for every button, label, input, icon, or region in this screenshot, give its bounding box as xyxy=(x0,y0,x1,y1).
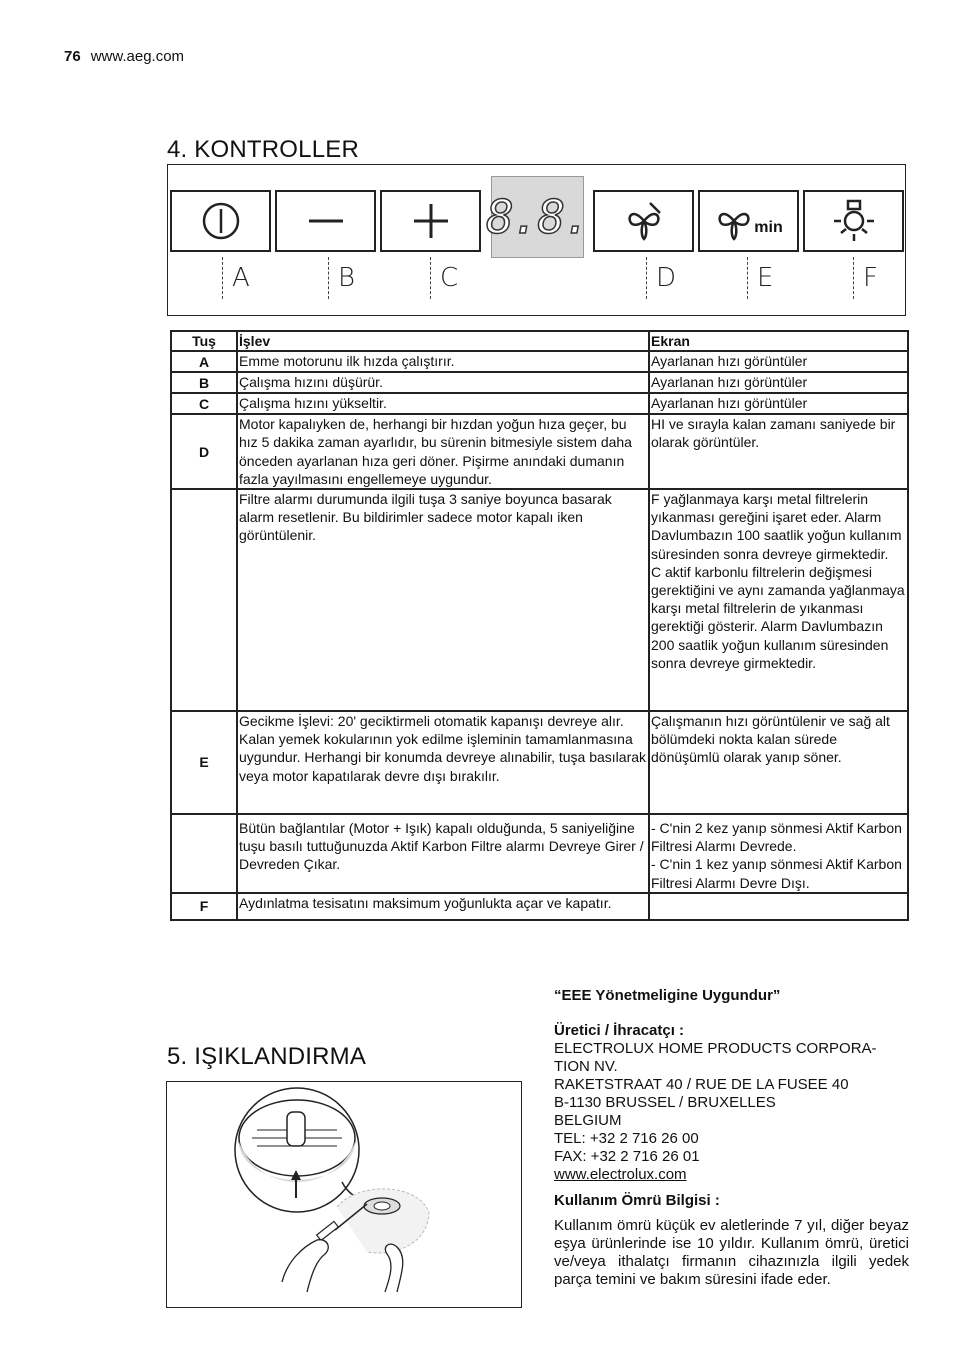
fan-boost-icon xyxy=(620,199,668,243)
power-button xyxy=(170,190,271,252)
table-row: A Emme motorunu ilk hızda çalıştırır. Ayarlanan hızı görüntüler xyxy=(171,351,908,372)
lifetime-text: Kullanım ömrü küçük ev aletlerinde 7 yıl, diğer beyaz eşya ürünlerinde ise 10 yıldır. Kullanım ömrü, üretici ve/veya ithalatçı firmanın cihazınızla ilgili yedek parça temini ve bakım süresini ifade eder. xyxy=(554,1217,909,1288)
col-header-function: İşlev xyxy=(237,331,649,351)
boost-fan-button xyxy=(593,190,694,252)
table-row: F Aydınlatma tesisatını maksimum yoğunlukta açar ve kapatır. xyxy=(171,893,908,920)
producer-title: Üretici / İhracatçı : xyxy=(554,1022,685,1039)
page-number: 76 xyxy=(64,48,81,65)
section-5-title: 5. IŞIKLANDIRMA xyxy=(167,1043,367,1070)
site-url: www.aeg.com xyxy=(90,48,185,65)
minus-button xyxy=(275,190,376,252)
power-icon xyxy=(201,201,241,241)
table-row: B Çalışma hızını düşürür. Ayarlanan hızı görüntüler xyxy=(171,372,908,393)
col-header-screen: Ekran xyxy=(649,331,908,351)
table-header-row xyxy=(171,331,908,351)
lighting-illustration xyxy=(166,1081,522,1308)
lamp-replacement-drawing xyxy=(167,1082,521,1307)
table-row: E Gecikme İşlevi: 20' geciktirmeli otomatik kapanışı devreye alır. Kalan yemek kokularının yok edilme işleminin tamamlanmasına uygundur. Herhangi bir konumda devreye alınabilir, tuşa basılarak veya motor kapatılarak devre dışı bırakılır. Çalışmanın hızı görüntülenir ve sağ alt bölümdeki nokta kalan sürede dönüşümlü olarak yanıp söner. xyxy=(171,711,908,814)
producer-address: ELECTROLUX HOME PRODUCTS CORPORA- TION NV. RAKETSTRAAT 40 / RUE DE LA FUSEE 40 B-1130 BRUSSEL / BRUXELLES BELGIUM TEL: +32 2 716 26 00 FAX: +32 2 716 26 01 www.electrolux.com xyxy=(554,1040,877,1183)
electrolux-link[interactable]: www.electrolux.com xyxy=(554,1166,687,1183)
plus-button xyxy=(380,190,481,252)
page-header xyxy=(64,48,184,65)
table-row: Filtre alarmı durumunda ilgili tuşa 3 saniye boyunca basarak alarm resetlenir. Bu bildirimler sadece motor kapalı iken görüntülenir. F yağlanmaya karşı metal filtrelerin yıkanması gereğini işaret eder. Alarm Davlumbazın 100 saatlik yoğun kullanım süresinden sonra devreye girmektedir. C aktif karbonlu filtrelerin değişmesi gerektiğini ve aynı zamanda yağlanmaya karşı metal filtrelerin de yıkanması gerektiği gösterir. Alarm Davlumbazın 200 saatlik yoğun kullanım süresinden sonra devreye girmektedir. xyxy=(171,489,908,711)
section-4-title: 4. KONTROLLER xyxy=(167,136,359,163)
min-label: min xyxy=(754,219,783,236)
delay-fan-min-button xyxy=(698,190,799,252)
table-row: C Çalışma hızını yükseltir. Ayarlanan hızı görüntüler xyxy=(171,393,908,414)
light-bulb-icon xyxy=(832,199,876,243)
minus-icon xyxy=(306,201,346,241)
display-digits: 8.8. xyxy=(486,190,589,244)
table-row: D Motor kapalıyken de, herhangi bir hızdan yoğun hıza geçer, bu hız 5 dakika zaman ayarlıdır, bu sürenin bitmesiyle sistem daha önceden ayarlanan hıza geri döner. Pişirme anındaki dumanın fazla yayılmasını engellemeye uygundur. HI ve sırayla kalan zamanı saniyede bir olarak görüntüler. xyxy=(171,414,908,489)
table-row: Bütün bağlantılar (Motor + Işık) kapalı olduğunda, 5 saniyeliğine tuşu basılı tuttuğunuzda Aktif Karbon Filtre alarmı Devreye Girer / Devreden Çıkar. - C'nin 2 kez yanıp sönmesi Aktif Karbon Filtresi Alarmı Devrede. - C'nin 1 kez yanıp sönmesi Aktif Karbon Filtresi Alarmı Devre Dışı. xyxy=(171,814,908,893)
control-panel-figure: 8.8. min A B C D E F xyxy=(167,164,906,316)
fan-icon xyxy=(714,201,754,241)
lifetime-title: Kullanım Ömrü Bilgisi : xyxy=(554,1192,720,1209)
seven-segment-display xyxy=(486,176,589,258)
plus-icon xyxy=(411,201,451,241)
light-button xyxy=(803,190,904,252)
col-header-key: Tuş xyxy=(171,331,237,351)
eee-compliance: “EEE Yönetmeligine Uygundur” xyxy=(554,987,781,1004)
controls-table xyxy=(170,330,909,921)
